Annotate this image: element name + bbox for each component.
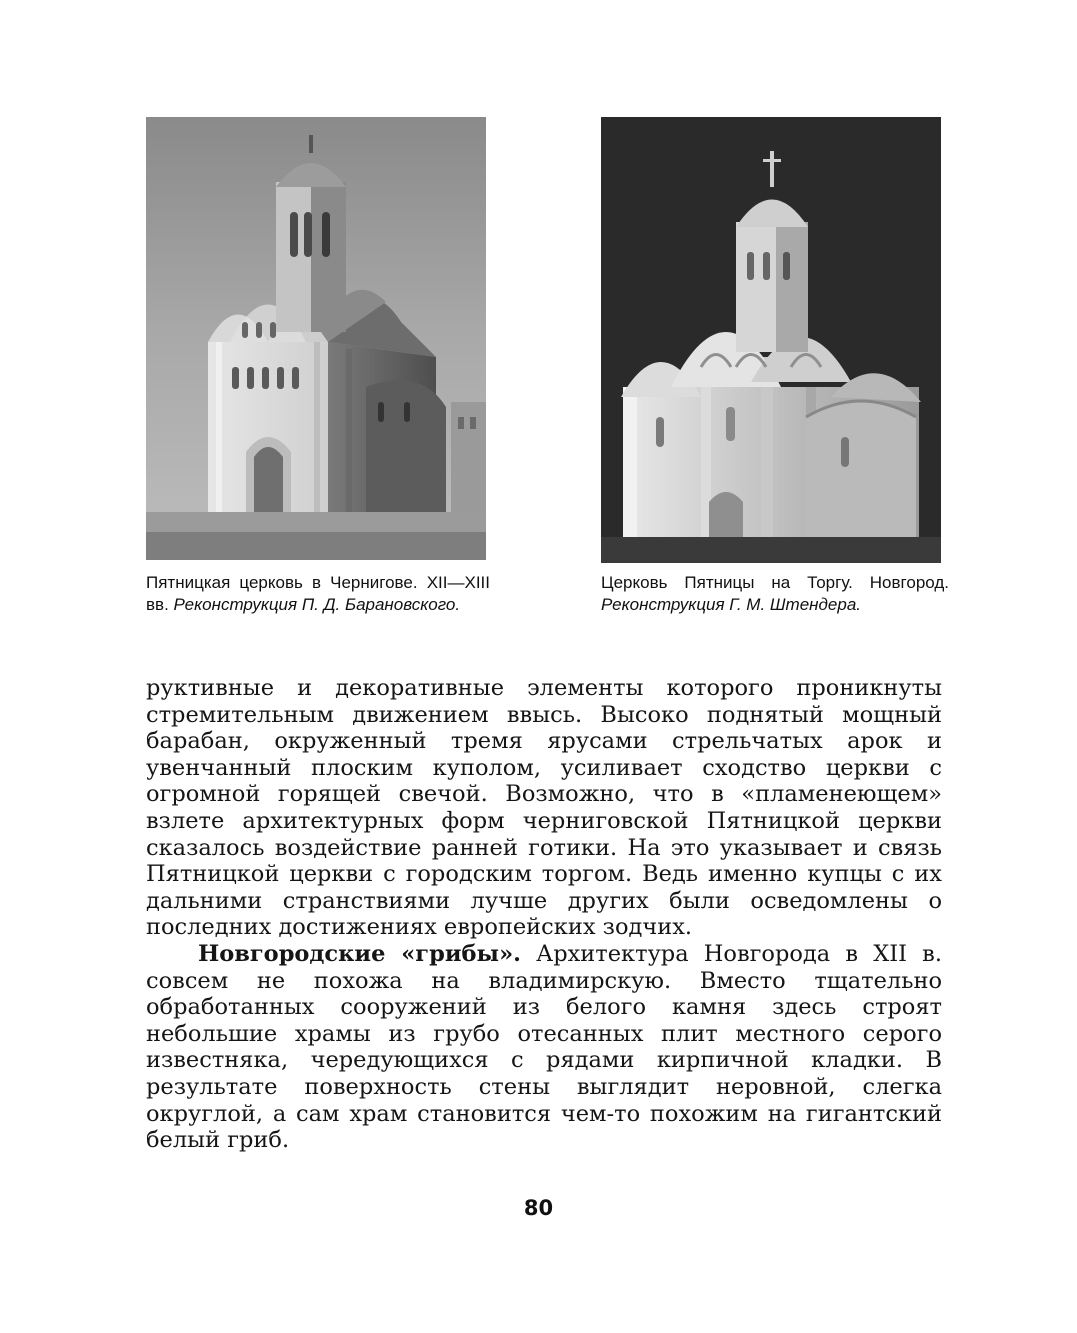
photo-novgorod-church [601, 117, 941, 563]
caption-text: Пятницкая церковь в Чернигове. XII—XIII вв. [146, 573, 490, 614]
church-model-photo-icon [601, 117, 941, 563]
figure-caption-chernigov [146, 572, 490, 616]
church-photo-icon [146, 117, 486, 560]
photo-chernigov-church [146, 117, 486, 560]
paragraph-chernigov: руктивные и декоративные элементы которого проникнуты стремительным движением ввысь. Высоко поднятый мощный барабан, окруженный тремя ярусами стрельчатых арок и увенчанный плоским куполом, усиливает сходство церкви с огромной горящей свечой. Возможно, что в «пламенеющем» взлете архитектурных форм черниговской Пятницкой церкви сказалось воздействие ранней готики. На это указывает и связь Пятницкой церкви с городским торгом. Ведь именно купцы с их дальними странствиями лучше других были осведомлены о последних достижениях европейских зодчих. [146, 675, 942, 941]
figure-caption-novgorod [601, 572, 949, 616]
paragraph-text: Архитектура Новгорода в XII в. совсем не похожа на владимирскую. Вместо тщательно обработанных сооружений из белого камня здесь строят небольшие храмы из грубо отесанных плит местного серого известняка, чередующихся с рядами кирпичной кладки. В результате поверхность стены выглядит неровной, слегка округлой, а сам храм становится чем-то похожим на гигантский белый гриб. [146, 940, 942, 1154]
caption-credit: Реконструкция Г. М. Штендера. [601, 595, 862, 614]
section-heading: Новгородские «грибы». [198, 940, 521, 967]
caption-credit: Реконструкция П. Д. Барановского. [173, 595, 461, 614]
body-text [146, 675, 942, 1154]
paragraph-novgorod [146, 941, 942, 1154]
page-number: 80 [523, 1196, 554, 1220]
caption-text: Церковь Пятницы на Торгу. Новгород. [601, 573, 949, 592]
